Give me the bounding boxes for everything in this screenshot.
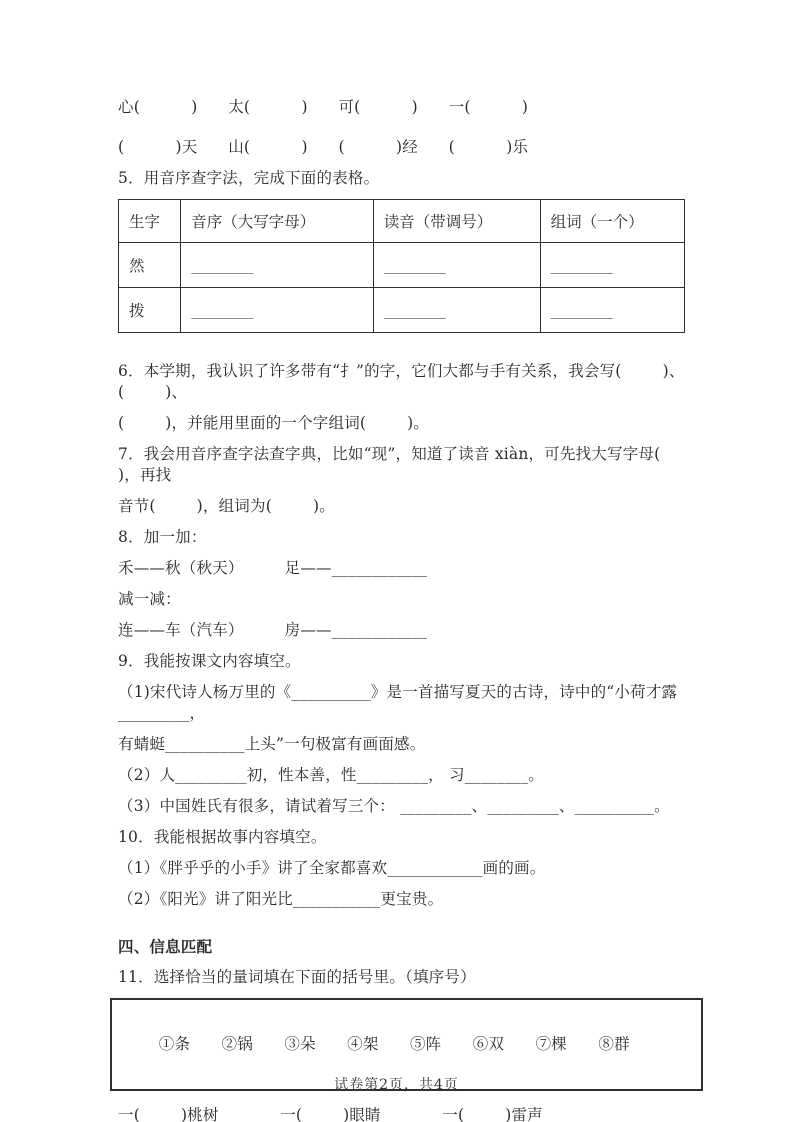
cell-char: 拨 — [119, 288, 181, 333]
question-9-item-2: （2）人_________初，性本善，性_________， 习________。 — [118, 766, 544, 784]
cell-blank: ________ — [181, 288, 373, 333]
cell-blank: ________ — [373, 288, 540, 333]
question-8-subtract-line: 连——车（汽车） 房——____________ — [118, 621, 428, 639]
exam-content — [118, 97, 702, 1122]
cell-blank: ________ — [540, 243, 684, 288]
question-7-line-2: 音节( )，组词为( )。 — [118, 497, 335, 515]
fill-blank-line-1: 心( ) 太( ) 可( ) 一( ) — [118, 98, 529, 116]
cell-blank: ________ — [181, 243, 373, 288]
question-11-match-line: 一( )桃树 一( )眼睛 一( )雷声 — [118, 1106, 543, 1122]
question-11-title: 11．选择恰当的量词填在下面的括号里。（填序号） — [118, 968, 476, 986]
cell-char: 然 — [119, 243, 181, 288]
question-10-item-1: （1）《胖乎乎的小手》讲了全家都喜欢____________画的画。 — [118, 859, 546, 877]
question-8-add-line: 禾——秋（秋天） 足——____________ — [118, 559, 428, 577]
page-footer: 试卷第2页，共4页 — [334, 1077, 459, 1093]
question-8-subtract-label: 减一减： — [118, 590, 181, 608]
phonetic-lookup-table — [118, 199, 685, 333]
question-9-item-3: （3）中国姓氏有很多，请试着写三个： _________、_________、__________。 — [118, 797, 670, 815]
fill-blank-line-2: ( )天 山( ) ( )经 ( )乐 — [118, 138, 529, 156]
table-header-row — [119, 200, 685, 243]
question-9-item-1a: （1)宋代诗人杨万里的《__________》是一首描写夏天的古诗，诗中的“小荷才露_________， — [118, 683, 678, 722]
header-cell-pronunciation: 读音（带调号） — [373, 200, 540, 243]
question-10-item-2: （2）《阳光》讲了阳光比___________更宝贵。 — [118, 890, 444, 908]
section-4-title: 四、信息匹配 — [118, 937, 213, 956]
header-cell-word: 组词（一个） — [540, 200, 684, 243]
question-5-title: 5．用音序查字法，完成下面的表格。 — [118, 169, 380, 187]
question-6-line-2: ( )，并能用里面的一个字组词( )。 — [118, 414, 430, 432]
question-9-item-1b: 有蜻蜓__________上头”一句极富有画面感。 — [118, 735, 426, 753]
cell-blank: ________ — [540, 288, 684, 333]
header-cell-initial: 音序（大写字母） — [181, 200, 373, 243]
question-6-line-1: 6．本学期，我认识了许多带有“扌”的字，它们大都与手有关系，我会写( )、( )、 — [118, 362, 685, 401]
header-cell-char: 生字 — [119, 200, 181, 243]
table-row — [119, 288, 685, 333]
question-9-title: 9．我能按课文内容填空。 — [118, 652, 301, 670]
quantifier-options: ①条 ②锅 ③朵 ④架 ⑤阵 ⑥双 ⑦棵 ⑧群 — [158, 1035, 630, 1053]
table-row — [119, 243, 685, 288]
question-10-title: 10．我能根据故事内容填空。 — [118, 828, 327, 846]
question-7-line-1: 7．我会用音序查字法查字典，比如“现”，知道了读音 xiàn，可先找大写字母( )，再找 — [118, 445, 702, 484]
question-8-title: 8．加一加： — [118, 528, 207, 546]
cell-blank: ________ — [373, 243, 540, 288]
